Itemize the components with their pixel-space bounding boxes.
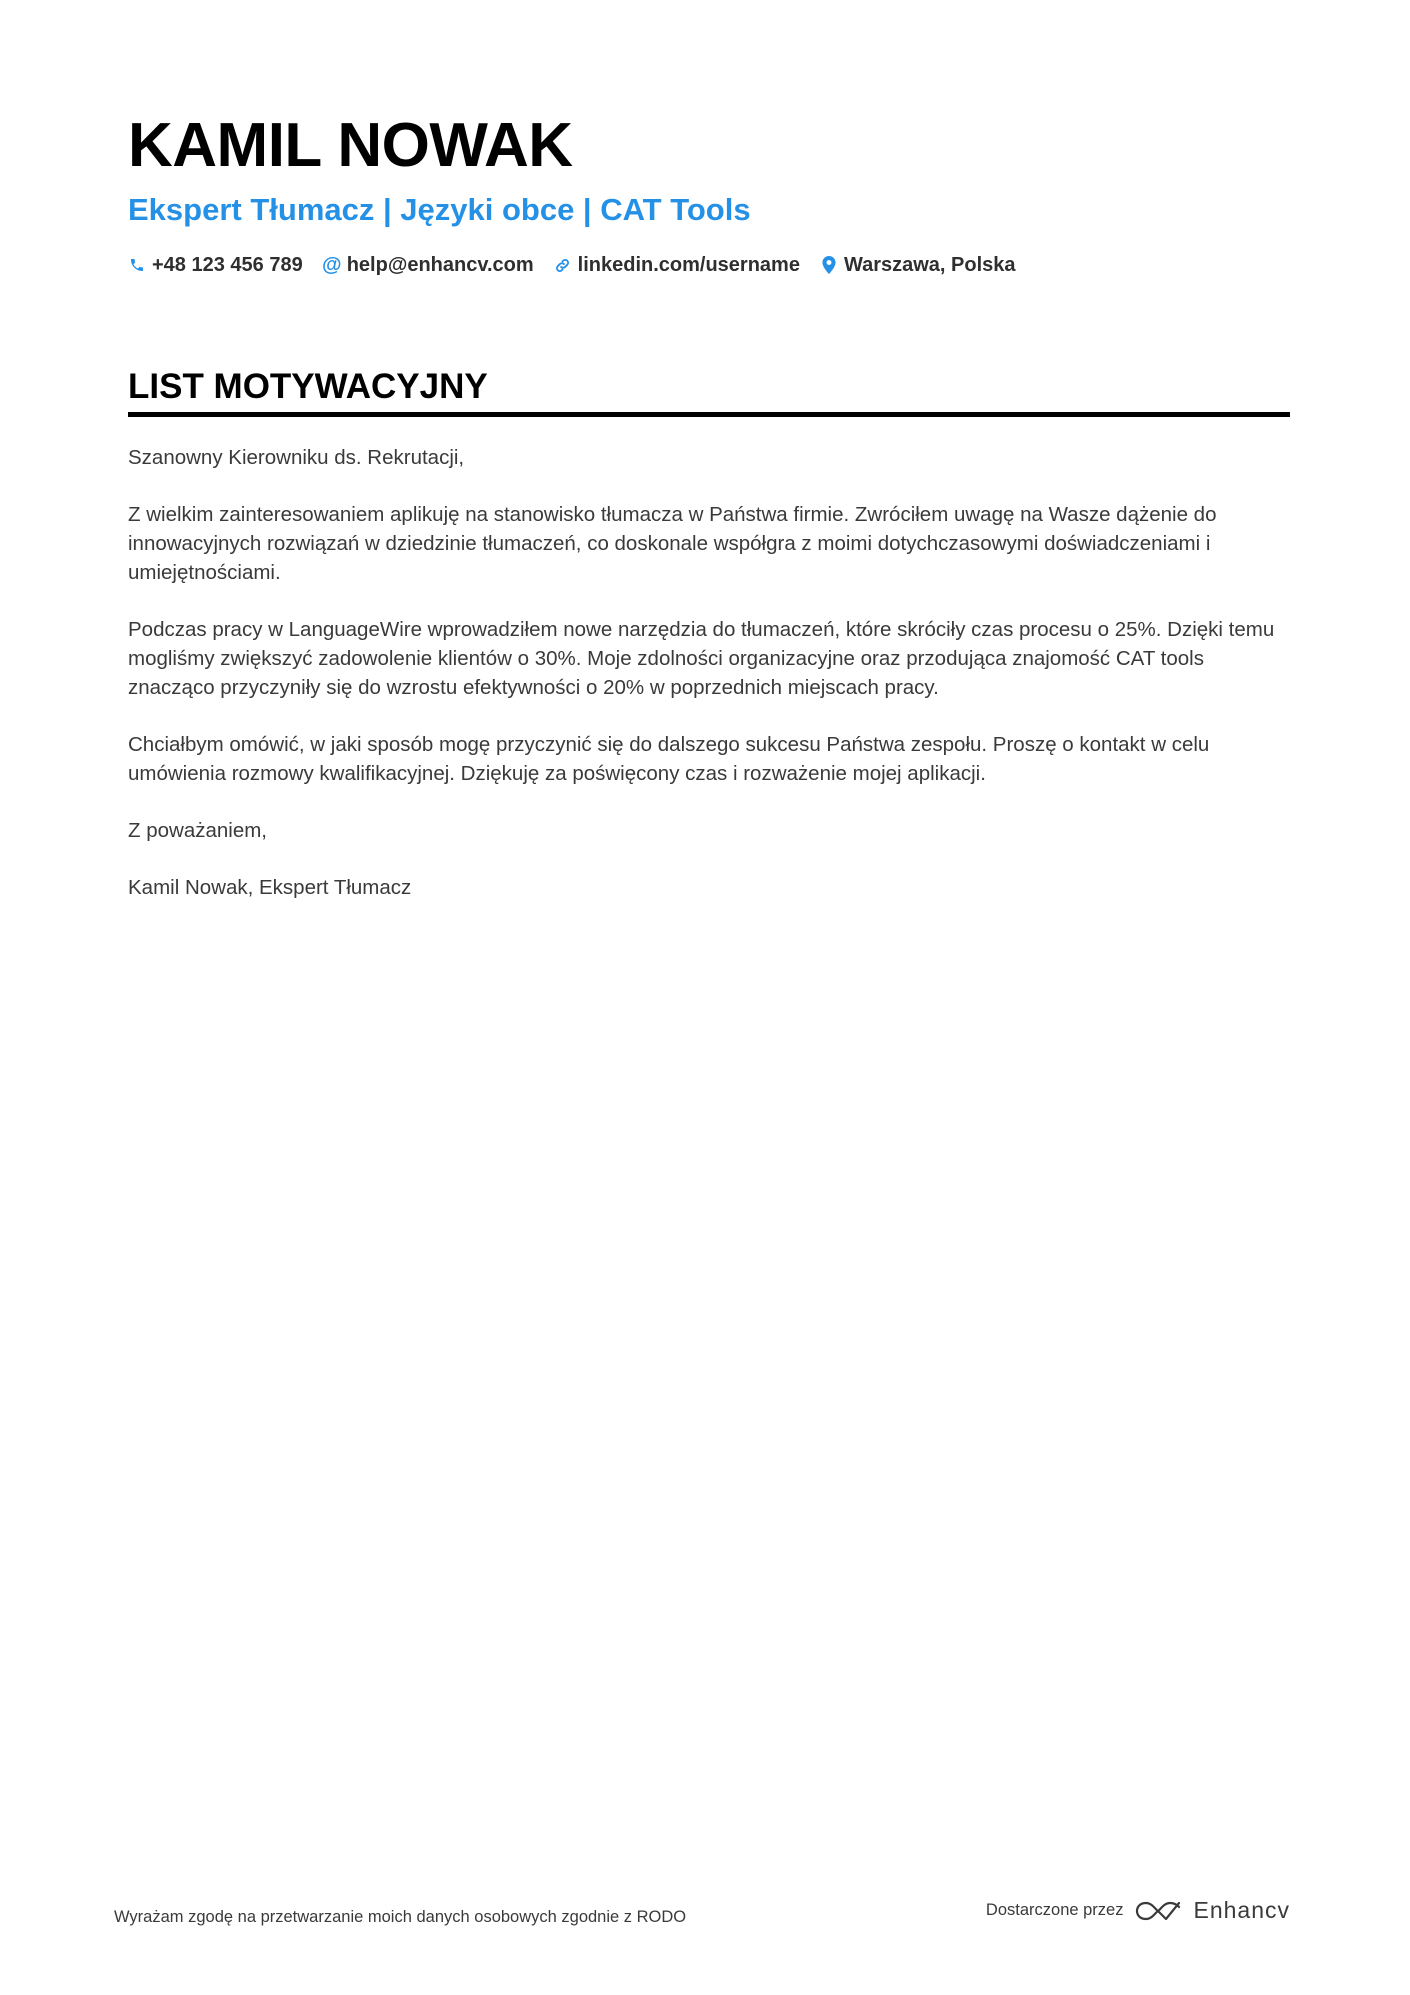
at-icon: @	[321, 254, 342, 276]
page-footer	[114, 1894, 1290, 1927]
powered-by[interactable]	[986, 1897, 1290, 1924]
enhancv-logo[interactable]	[1135, 1897, 1290, 1924]
letter-paragraph: Chciałbym omówić, w jaki sposób mogę przyczynić się do dalszego sukcesu Państwa zespołu. Proszę o kontakt w celu umówienia rozmowy kwalifikacyjnej. Dziękuję za poświęcony czas i rozważenie mojej aplikacji.	[128, 733, 1210, 785]
letter-paragraph: Podczas pracy w LanguageWire wprowadziłem nowe narzędzia do tłumaczeń, które skróciły czas procesu o 25%. Dzięki temu mogliśmy zwiększyć zadowolenie klientów o 30%. Moje zdolności organizacyjne oraz przodująca znajomość CAT tools znacząco przyczyniły się do wzrostu efektywności o 20% w poprzednich miejscach pracy.	[128, 618, 1275, 699]
closing: Z poważaniem,	[128, 819, 268, 842]
phone-value: +48 123 456 789	[152, 254, 303, 276]
signature: Kamil Nowak, Ekspert Tłumacz	[128, 876, 412, 899]
brand-name: Enhancv	[1193, 1897, 1290, 1923]
linkedin-value[interactable]: linkedin.com/username	[577, 254, 800, 276]
enhancv-logo-icon	[1135, 1899, 1181, 1923]
map-pin-icon	[820, 255, 838, 275]
letter-body	[128, 443, 1290, 902]
contact-location	[820, 252, 1016, 278]
section-divider	[128, 412, 1290, 417]
salutation: Szanowny Kierowniku ds. Rekrutacji,	[128, 446, 465, 469]
gdpr-consent: Wyrażam zgodę na przetwarzanie moich danych osobowych zgodnie z RODO	[114, 1908, 687, 1926]
candidate-headline: Ekspert Tłumacz | Języki obce | CAT Tools	[128, 192, 751, 227]
phone-icon	[128, 255, 146, 275]
powered-by-label: Dostarczone przez	[985, 1901, 1124, 1919]
link-icon	[554, 255, 572, 275]
contact-linkedin[interactable]	[554, 252, 800, 278]
contact-email[interactable]	[323, 252, 534, 278]
cover-letter-section	[128, 366, 1290, 930]
candidate-name: KAMIL NOWAK	[128, 111, 573, 180]
contact-phone	[128, 252, 303, 278]
contact-bar	[128, 252, 1288, 278]
section-title: LIST MOTYWACYJNY	[128, 367, 488, 406]
email-value[interactable]: help@enhancv.com	[346, 254, 534, 276]
letter-paragraph: Z wielkim zainteresowaniem aplikuję na stanowisko tłumacza w Państwa firmie. Zwróciłem uwagę na Wasze dążenie do innowacyjnych rozwiązań w dziedzinie tłumaczeń, co doskonale współgra z moimi dotychczasowymi doświadczeniami i umiejętnościami.	[128, 503, 1217, 584]
letter-header	[128, 108, 1288, 278]
location-value: Warszawa, Polska	[843, 254, 1016, 276]
